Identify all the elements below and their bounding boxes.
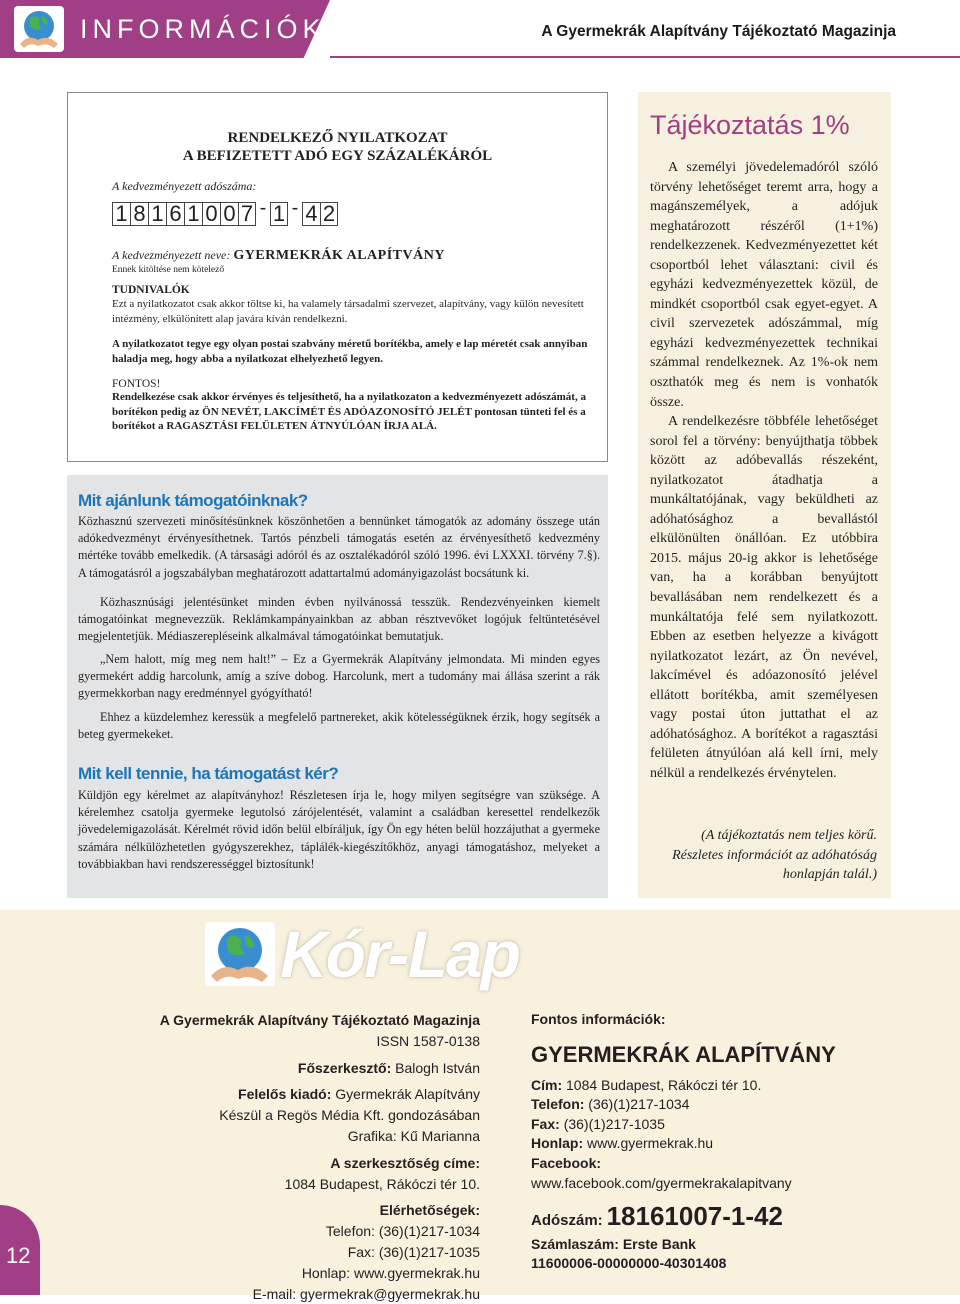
declaration-form: [67, 92, 608, 462]
tax-id-dash: -: [291, 197, 299, 219]
envelope-text: A nyilatkozatot tegye egy olyan postai szabvány méretű borítékba, amely e lap méretét csak annyiban haladja meg, hogy abba a nyilatkozat elhelyezhető legyen.: [112, 338, 588, 365]
contact-info: Fontos információk: GYERMEKRÁK ALAPÍTVÁNY Cím: 1084 Budapest, Rákóczi tér 10. Telefon: (36)(1)217-1034 Fax: (36)(1)217-1035 Honlap: www.gyermekrak.hu Facebook: www.facebook.com/gyermekrakalapitvany Adószám: 18161007-1-42 Számlaszám: Erste Bank 11600006-00000000-40301408: [531, 1010, 931, 1274]
paragraph-publicity: Közhasznúsági jelentésünket minden évben nyilvánossá tesszük. Rendezvényeinken kiemelt támogatóinkat megnevezzük. Reklámkampányainkban az abban résztvevőket logójuk feltüntetésével megjelentetjük. Médiaszerepléseink alkalmával támogatóinkat bemutatjuk.: [78, 595, 600, 644]
section-title: INFORMÁCIÓK: [80, 14, 326, 44]
page-header: [0, 0, 960, 60]
tax-digit-box: 8: [130, 202, 148, 226]
globe-hands-icon: [205, 922, 275, 986]
tudnivalok-heading: TUDNIVALÓK: [112, 284, 190, 296]
sidebar-body: [650, 158, 878, 784]
tax-digit-box: 0: [202, 202, 220, 226]
sidebar-paragraph-2: A rendelkezésre többféle lehetőséget sorol fel a törvény: benyújthatja többek között az adóbevallás részeként, nyilatkozatot átadhatja a munkáltatójának, vagy beküldheti az adóhatósághoz a bevallástól elkülönülten önállóan. Ez utóbbira 2015. május 20-ig akkor is lehetősége van, ha a korábban benyújtott bevallásában nem rendelkezett és a munkáltatója felé sem nyilatkozott. Ebben az esetben helyezze a kivágott nyilatkozatot lezárt, az Ön nevével, lakcímével és adóazonosító jelével ellátott borítékba, amit személyesen vagy postai úton juttathat el az adóhatósághoz. A borítékot a ragasztási felületen átnyúlóan alá kell írni, mely nélkül a rendelkezés érvénytelen.: [650, 414, 878, 781]
magazine-title: A Gyermekrák Alapítvány Tájékoztató Magazinja: [541, 23, 896, 40]
imprint: A Gyermekrák Alapítvány Tájékoztató Magazinja ISSN 1587-0138 Főszerkesztő: Balogh István Felelős kiadó: Gyermekrák Alapítvány Készül a Regös Média Kft. gondozásában Grafika: Kű Marianna A szerkesztőség címe: 1084 Budapest, Rákóczi tér 10. Elérhetőségek: Telefon: (36)(1)217-1034 Fax: (36)(1)217-1035 Honlap: www.gyermekrak.hu E-mail: gyermekrak@gyermekrak.hu: [100, 1010, 480, 1304]
paragraph-motto: „Nem halott, míg meg nem halt!” – Ez a Gyermekrák Alapítvány jelmondata. Mi minden egyes gyermekért addig harcolunk, amíg a szíve dobog. Harcolunk, mert a tudomány mai állása szerint a rák gyermekkorban nagy eredménnyel gyógyítható!: [78, 652, 600, 701]
imprint-website-link[interactable]: Honlap: www.gyermekrak.hu: [301, 1264, 480, 1281]
one-percent-sidebar: [638, 92, 891, 898]
page-number: 12: [6, 1243, 31, 1268]
header-rule: [330, 56, 960, 58]
optional-note: Ennek kitöltése nem kötelező: [112, 265, 225, 275]
tudnivalok-text: Ezt a nyilatkozatot csak akkor töltse ki, ha valamely társadalmi szervezet, alapítvány, vagy külön nevesített intézmény, elkülönített alap javára kíván rendelkezni.: [112, 298, 584, 325]
globe-hands-icon: [14, 6, 64, 52]
tax-digit-box: 0: [220, 202, 238, 226]
sidebar-note: (A tájékoztatás nem teljes körű. Részletes információt az adóhatóság honlapján talál.): [672, 828, 877, 882]
support-info-box: [67, 475, 608, 898]
tax-digit-box: 4: [302, 202, 320, 226]
form-title: RENDELKEZŐ NYILATKOZAT A BEFIZETETT ADÓ EGY SZÁZALÉKÁRÓL: [182, 130, 493, 164]
tax-id-label: A kedvezményezett adószáma:: [112, 179, 257, 193]
tax-digit-box: 1: [184, 202, 202, 226]
beneficiary-name: A kedvezményezett neve: GYERMEKRÁK ALAPÍTVÁNY: [112, 248, 445, 263]
foundation-logo: [14, 6, 64, 52]
fontos-heading: FONTOS!: [112, 378, 161, 390]
tax-number: 18161007-1-42: [606, 1201, 783, 1232]
tax-digit-box: 1: [112, 202, 130, 226]
tax-digit-box: 2: [320, 202, 338, 226]
tax-id-dash: -: [259, 197, 267, 219]
kor-lap-logo-image: [205, 922, 275, 986]
heading-request: Mit kell tennie, ha támogatást kér?: [78, 764, 339, 783]
org-name: GYERMEKRÁK ALAPÍTVÁNY: [531, 1041, 836, 1067]
facebook-link[interactable]: www.facebook.com/gyermekrakalapitvany: [531, 1174, 792, 1191]
tax-digit-box: 6: [166, 202, 184, 226]
fontos-text: Rendelkezése csak akkor érvényes és teljesíthető, ha a nyilatkozaton a kedvezményezett adószámát, a borítékon pedig az ÖN NEVÉT, LAKCÍMÉT ÉS ADÓAZONOSÍTÓ JELÉT pontosan tünteti fel és a borítékot a RAGASZTÁSI FELÜLETEN ÁTNYÚLÓAN ÍRJA ALÁ.: [112, 391, 586, 432]
tax-digit-box: 7: [238, 202, 256, 226]
tax-digit-box: 1: [148, 202, 166, 226]
footer-band: [0, 910, 960, 1302]
paragraph-partners: Ehhez a küzdelemhez keressük a megfelelő partnereket, akik kötelességüknek érzik, hogy segítsék a beteg gyermekeket.: [78, 710, 600, 742]
tax-digit-box: 1: [270, 202, 288, 226]
sidebar-paragraph-1: A személyi jövedelemadóról szóló törvény lehetőséget teremt arra, hogy a magánszemélyek, a adójuk meghatározott részéről (1+1%) rendelkezzenek. Kedvezményezettet két csoportból lehet választani: civil és egyházi kedvezményezettek közül, de mindkét csoportból csak egyet-egyet. A civil szervezetek adószámmal, míg egyházi kedvezményezettek technikai számmal rendelkeznek. Az 1%-ok nem oszthatók meg és nem is vonhatók össze.: [650, 160, 878, 410]
imprint-email-link[interactable]: E-mail: gyermekrak@gyermekrak.hu: [252, 1285, 480, 1302]
kor-lap-logo-text: Kór-Lap: [280, 917, 519, 991]
website-link[interactable]: www.gyermekrak.hu: [587, 1135, 714, 1152]
sidebar-title: Tájékoztatás 1%: [650, 110, 850, 140]
paragraph-offers: Közhasznú szervezeti minősítésünknek köszönhetően a bennünket támogatók az adomány összege után adókedvezményt érvényesíthetnek. Tartós pénzbeli támogatás esetén az érvényesíthető kedvezmény mértéke tovább emelkedik. (A társasági adóról és az osztalékadóról szóló 1996. évi LXXXI. törvény 7.§). A támogatásról a jogszabályban meghatározott adattartalmú adományigazolást bocsátunk ki.: [78, 514, 600, 580]
paragraph-request: Küldjön egy kérelmet az alapítványhoz! Részletesen írja le, hogy milyen segítségre van szüksége. A kérelemhez csatolja gyermeke legutolsó zárójelentését, valamint a családban keresettel rendelkezők jövedelemigazolását. Kérelmét rövid időn belül elbíráljuk, így Ön egy héten belül hozzájuthat a gyermeke számára nélkülözhetetlen gyógyszerekhez, táplálék-kiegészítőkhöz, anyagi támogatáshoz, melyeket a továbbiakban havi rendszerességgel biztosítunk!: [78, 788, 600, 871]
bank-account: 11600006-00000000-40301408: [531, 1255, 727, 1272]
tax-id-boxes: [112, 197, 338, 227]
heading-offers: Mit ajánlunk támogatóinknak?: [78, 491, 308, 510]
